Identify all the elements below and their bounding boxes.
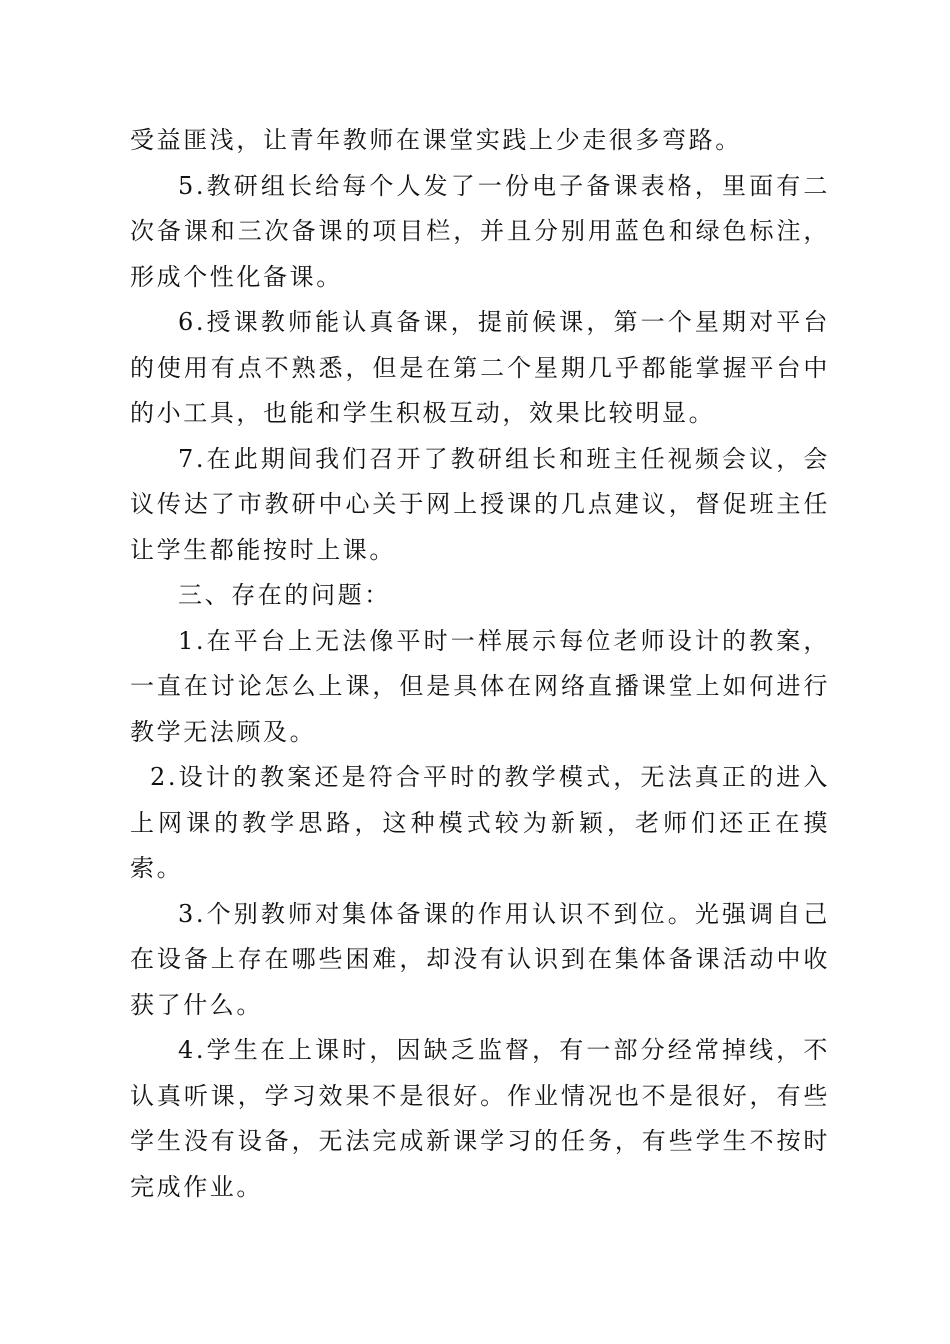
problem-item-4: 4.学生在上课时，因缺乏监督，有一部分经常掉线，不认真听课，学习效果不是很好。作业情况也不是很好，有些学生没有设备，无法完成新课学习的任务，有些学生不按时完成作业。 [130, 1036, 830, 1201]
paragraph-item-6: 6.授课教师能认真备课，提前候课，第一个星期对平台的使用有点不熟悉，但是在第二个星期几乎都能掌握平台中的小工具，也能和学生积极互动，效果比较明显。 [130, 308, 830, 427]
paragraph-continuation: 受益匪浅，让青年教师在课堂实践上少走很多弯路。 [130, 126, 742, 154]
problem-item-3: 3.个别教师对集体备课的作用认识不到位。光强调自己在设备上存在哪些困难，却没有认识到在集体备课活动中收获了什么。 [130, 899, 830, 1019]
section-heading-problems: 三、存在的问题： [178, 581, 391, 609]
problem-item-1: 1.在平台上无法像平时一样展示每位老师设计的教案，一直在讨论怎么上课，但是具体在网络直播课堂上如何进行教学无法顾及。 [130, 626, 830, 746]
paragraph-item-7: 7.在此期间我们召开了教研组长和班主任视频会议，会议传达了市教研中心关于网上授课的几点建议，督促班主任让学生都能按时上课。 [130, 444, 830, 564]
paragraph-item-5: 5.教研组长给每个人发了一份电子备课表格，里面有二次备课和三次备课的项目栏，并且分别用蓝色和绿色标注，形成个性化备课。 [130, 171, 830, 291]
document-page [130, 118, 830, 1210]
problem-item-2: 2.设计的教案还是符合平时的教学模式，无法真正的进入上网课的教学思路，这种模式较为新颖，老师们还正在摸索。 [130, 763, 830, 882]
